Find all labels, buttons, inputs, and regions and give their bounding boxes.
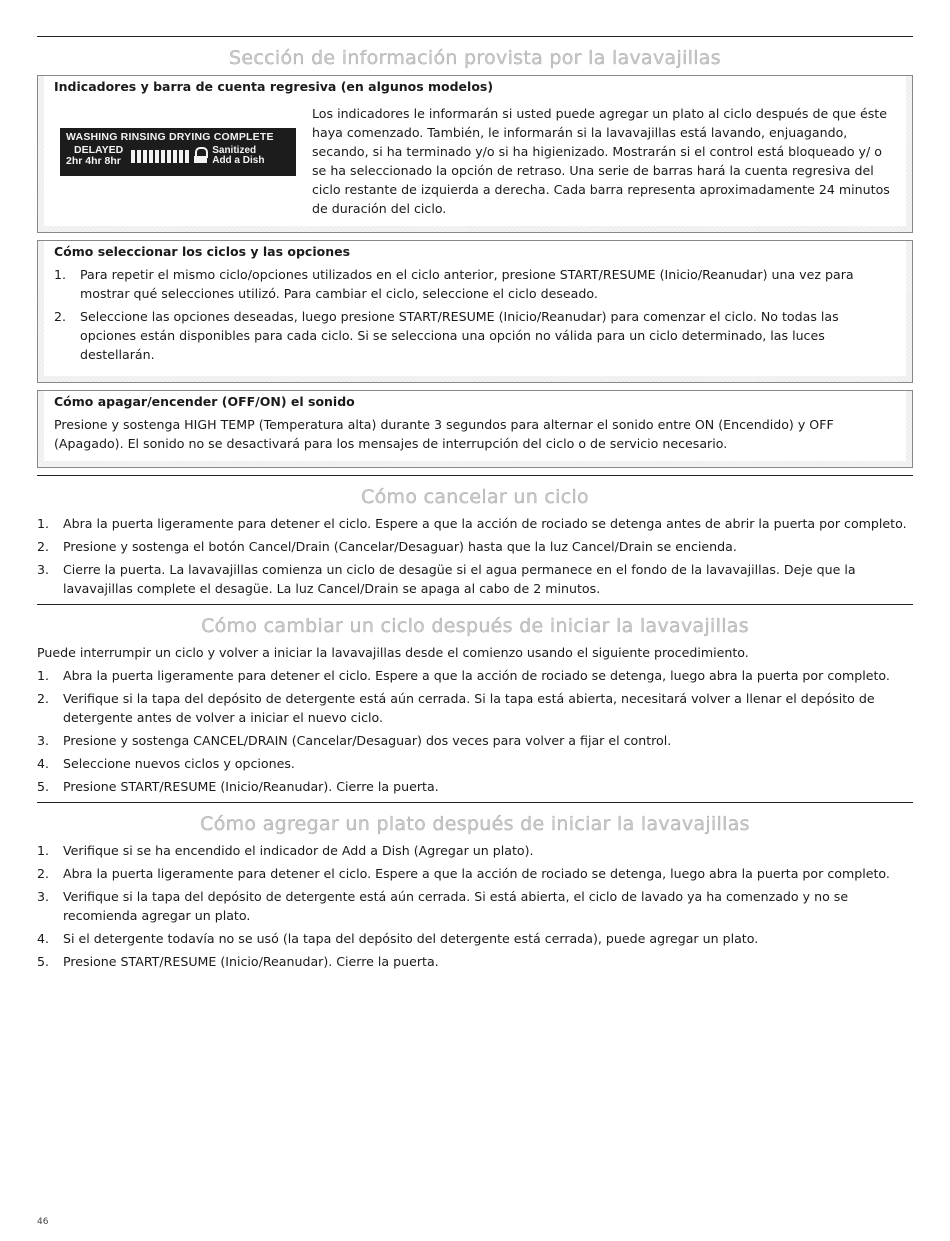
countdown-bar: [149, 150, 153, 163]
countdown-bar: [155, 150, 159, 163]
sound-heading: Cómo apagar/encender (OFF/ON) el sonido: [44, 391, 906, 413]
indicators-content: [44, 98, 906, 226]
step-text: Verifique si se ha encendido el indicador de Add a Dish (Agregar un plato).: [63, 843, 534, 858]
select-cycles-steps: [54, 265, 896, 364]
control-panel-wrap: [44, 104, 312, 218]
page-number: 46: [37, 1217, 49, 1227]
step-text: Abra la puerta ligeramente para detener el ciclo. Espere a que la acción de rociado se detenga, luego abra la puerta por completo.: [63, 866, 890, 881]
step-text: Si el detergente todavía no se usó (la tapa del depósito del detergente está cerrada), puede agregar un plato.: [63, 931, 759, 946]
step-text: Verifique si la tapa del depósito de detergente está aún cerrada. Si la tapa está abierta, necesitará volver a llenar el depósito de detergente antes de volver a iniciar el nuevo ciclo.: [63, 691, 875, 725]
section-title-change: Cómo cambiar un ciclo después de iniciar la lavavajillas: [201, 615, 749, 637]
list-item: [37, 666, 913, 685]
list-item: [37, 754, 913, 773]
select-cycles-box: [37, 240, 913, 383]
countdown-bar: [137, 150, 141, 163]
step-number: 1.: [37, 516, 50, 531]
step-text: Seleccione las opciones deseadas, luego presione START/RESUME (Inicio/Reanudar) para comenzar el ciclo. No todas las opciones están disponibles para cada ciclo. Si se selecciona una opción no válida para un ciclo determinado, las luces destellarán.: [80, 309, 839, 362]
step-number: 4.: [37, 931, 50, 946]
countdown-bar: [161, 150, 165, 163]
list-item: [37, 514, 913, 533]
panel-status-labels: WASHING RINSING DRYING COMPLETE: [66, 131, 274, 143]
step-text: Verifique si la tapa del depósito de detergente está aún cerrada. Si está abierta, el ciclo de lavado ya ha comenzado y no se recomienda agregar un plato.: [63, 889, 849, 923]
step-text: Presione y sostenga CANCEL/DRAIN (Cancelar/Desaguar) dos veces para volver a fijar el control.: [63, 733, 672, 748]
step-number: 5.: [37, 954, 50, 969]
cancel-steps: [37, 514, 913, 598]
step-number: 2.: [37, 866, 50, 881]
list-item: [54, 265, 896, 303]
section-title-info: Sección de información provista por la lavavajillas: [229, 47, 721, 69]
change-intro: Puede interrumpir un ciclo y volver a iniciar la lavavajillas desde el comienzo usando el siguiente procedimiento.: [37, 645, 749, 660]
list-item: [54, 307, 896, 364]
change-steps: [37, 666, 913, 796]
countdown-bar: [179, 150, 183, 163]
panel-add-dish-label: Add a Dish: [212, 155, 265, 166]
step-text: Presione START/RESUME (Inicio/Reanudar). Cierre la puerta.: [63, 954, 439, 969]
step-text: Cierre la puerta. La lavavajillas comienza un ciclo de desagüe si el agua permanece en el fondo de la lavavajillas. Deje que la lavavajillas complete el desagüe. La luz Cancel/Drain se apaga al cabo de 2 minutos.: [63, 562, 856, 596]
sound-box: [37, 390, 913, 468]
section-title-cancel: Cómo cancelar un ciclo: [361, 486, 589, 508]
list-item: [37, 731, 913, 750]
countdown-bar: [167, 150, 171, 163]
countdown-bars: [131, 150, 189, 163]
step-text: Para repetir el mismo ciclo/opciones utilizados en el ciclo anterior, presione START/RESUME (Inicio/Reanudar) una vez para mostrar qué selecciones utilizó. Para cambiar el ciclo, seleccione el ciclo deseado.: [80, 267, 854, 301]
control-panel-illustration: [60, 128, 296, 176]
add-dish-steps: [37, 841, 913, 971]
step-number: 3.: [37, 733, 50, 748]
section-title-add: Cómo agregar un plato después de iniciar la lavavajillas: [200, 813, 750, 835]
step-text: Abra la puerta ligeramente para detener el ciclo. Espere a que la acción de rociado se detenga antes de abrir la puerta por completo.: [63, 516, 907, 531]
step-number: 4.: [37, 756, 50, 771]
step-text: Presione START/RESUME (Inicio/Reanudar). Cierre la puerta.: [63, 779, 439, 794]
countdown-bar: [173, 150, 177, 163]
list-item: [37, 777, 913, 796]
step-number: 3.: [37, 562, 50, 577]
panel-sanitized-label: Sanitized: [212, 145, 257, 156]
select-cycles-heading: Cómo seleccionar los ciclos y las opciones: [44, 241, 906, 263]
step-text: Abra la puerta ligeramente para detener el ciclo. Espere a que la acción de rociado se detenga, luego abra la puerta por completo.: [63, 668, 890, 683]
list-item: [37, 929, 913, 948]
panel-row: [66, 145, 290, 167]
step-number: 3.: [37, 889, 50, 904]
sound-text: Presione y sostenga HIGH TEMP (Temperatura alta) durante 3 segundos para alternar el sonido entre ON (Encendido) y OFF (Apagado). El sonido no se desactivará para los mensajes de interrupción del ciclo o de servicio necesario.: [44, 413, 906, 461]
step-number: 2.: [37, 539, 50, 554]
countdown-bar: [185, 150, 189, 163]
step-text: Presione y sostenga el botón Cancel/Drain (Cancelar/Desaguar) hasta que la luz Cancel/Drain se encienda.: [63, 539, 737, 554]
panel-left-labels: [66, 145, 123, 167]
list-item: [37, 689, 913, 727]
step-number: 2.: [37, 691, 50, 706]
panel-hours-label: 2hr 4hr 8hr: [66, 155, 121, 167]
manual-page: [37, 36, 913, 975]
section-rule: [37, 604, 913, 605]
indicators-heading: Indicadores y barra de cuenta regresiva (en algunos modelos): [44, 76, 906, 98]
section-rule: [37, 802, 913, 803]
list-item: [37, 841, 913, 860]
panel-right-labels: [212, 146, 264, 166]
step-number: 5.: [37, 779, 50, 794]
select-cycles-body: [44, 263, 906, 376]
step-text: Seleccione nuevos ciclos y opciones.: [63, 756, 295, 771]
countdown-bar: [131, 150, 135, 163]
lock-icon: [195, 147, 208, 158]
countdown-bar: [143, 150, 147, 163]
step-number: 1.: [54, 267, 67, 282]
panel-delayed-label: DELAYED: [74, 144, 124, 156]
section-rule: [37, 475, 913, 476]
list-item: [37, 537, 913, 556]
step-number: 2.: [54, 309, 67, 324]
indicators-text: Los indicadores le informarán si usted puede agregar un plato al ciclo después de que éste haya comenzado. También, le informarán si la lavavajillas está lavando, enjuagando, secando, si ha terminado y/o si ha higienizado. Mostrarán si el control está bloqueado y/ o se ha seleccionado la opción de retraso. Una serie de barras hará la cuenta regresiva del ciclo restante de izquierda a derecha. Cada barra representa aproximadamente 24 minutos de duración del ciclo.: [312, 106, 890, 216]
list-item: [37, 952, 913, 971]
step-number: 1.: [37, 668, 50, 683]
top-rule: [37, 36, 913, 37]
list-item: [37, 864, 913, 883]
step-number: 1.: [37, 843, 50, 858]
indicators-box: [37, 75, 913, 233]
list-item: [37, 560, 913, 598]
list-item: [37, 887, 913, 925]
